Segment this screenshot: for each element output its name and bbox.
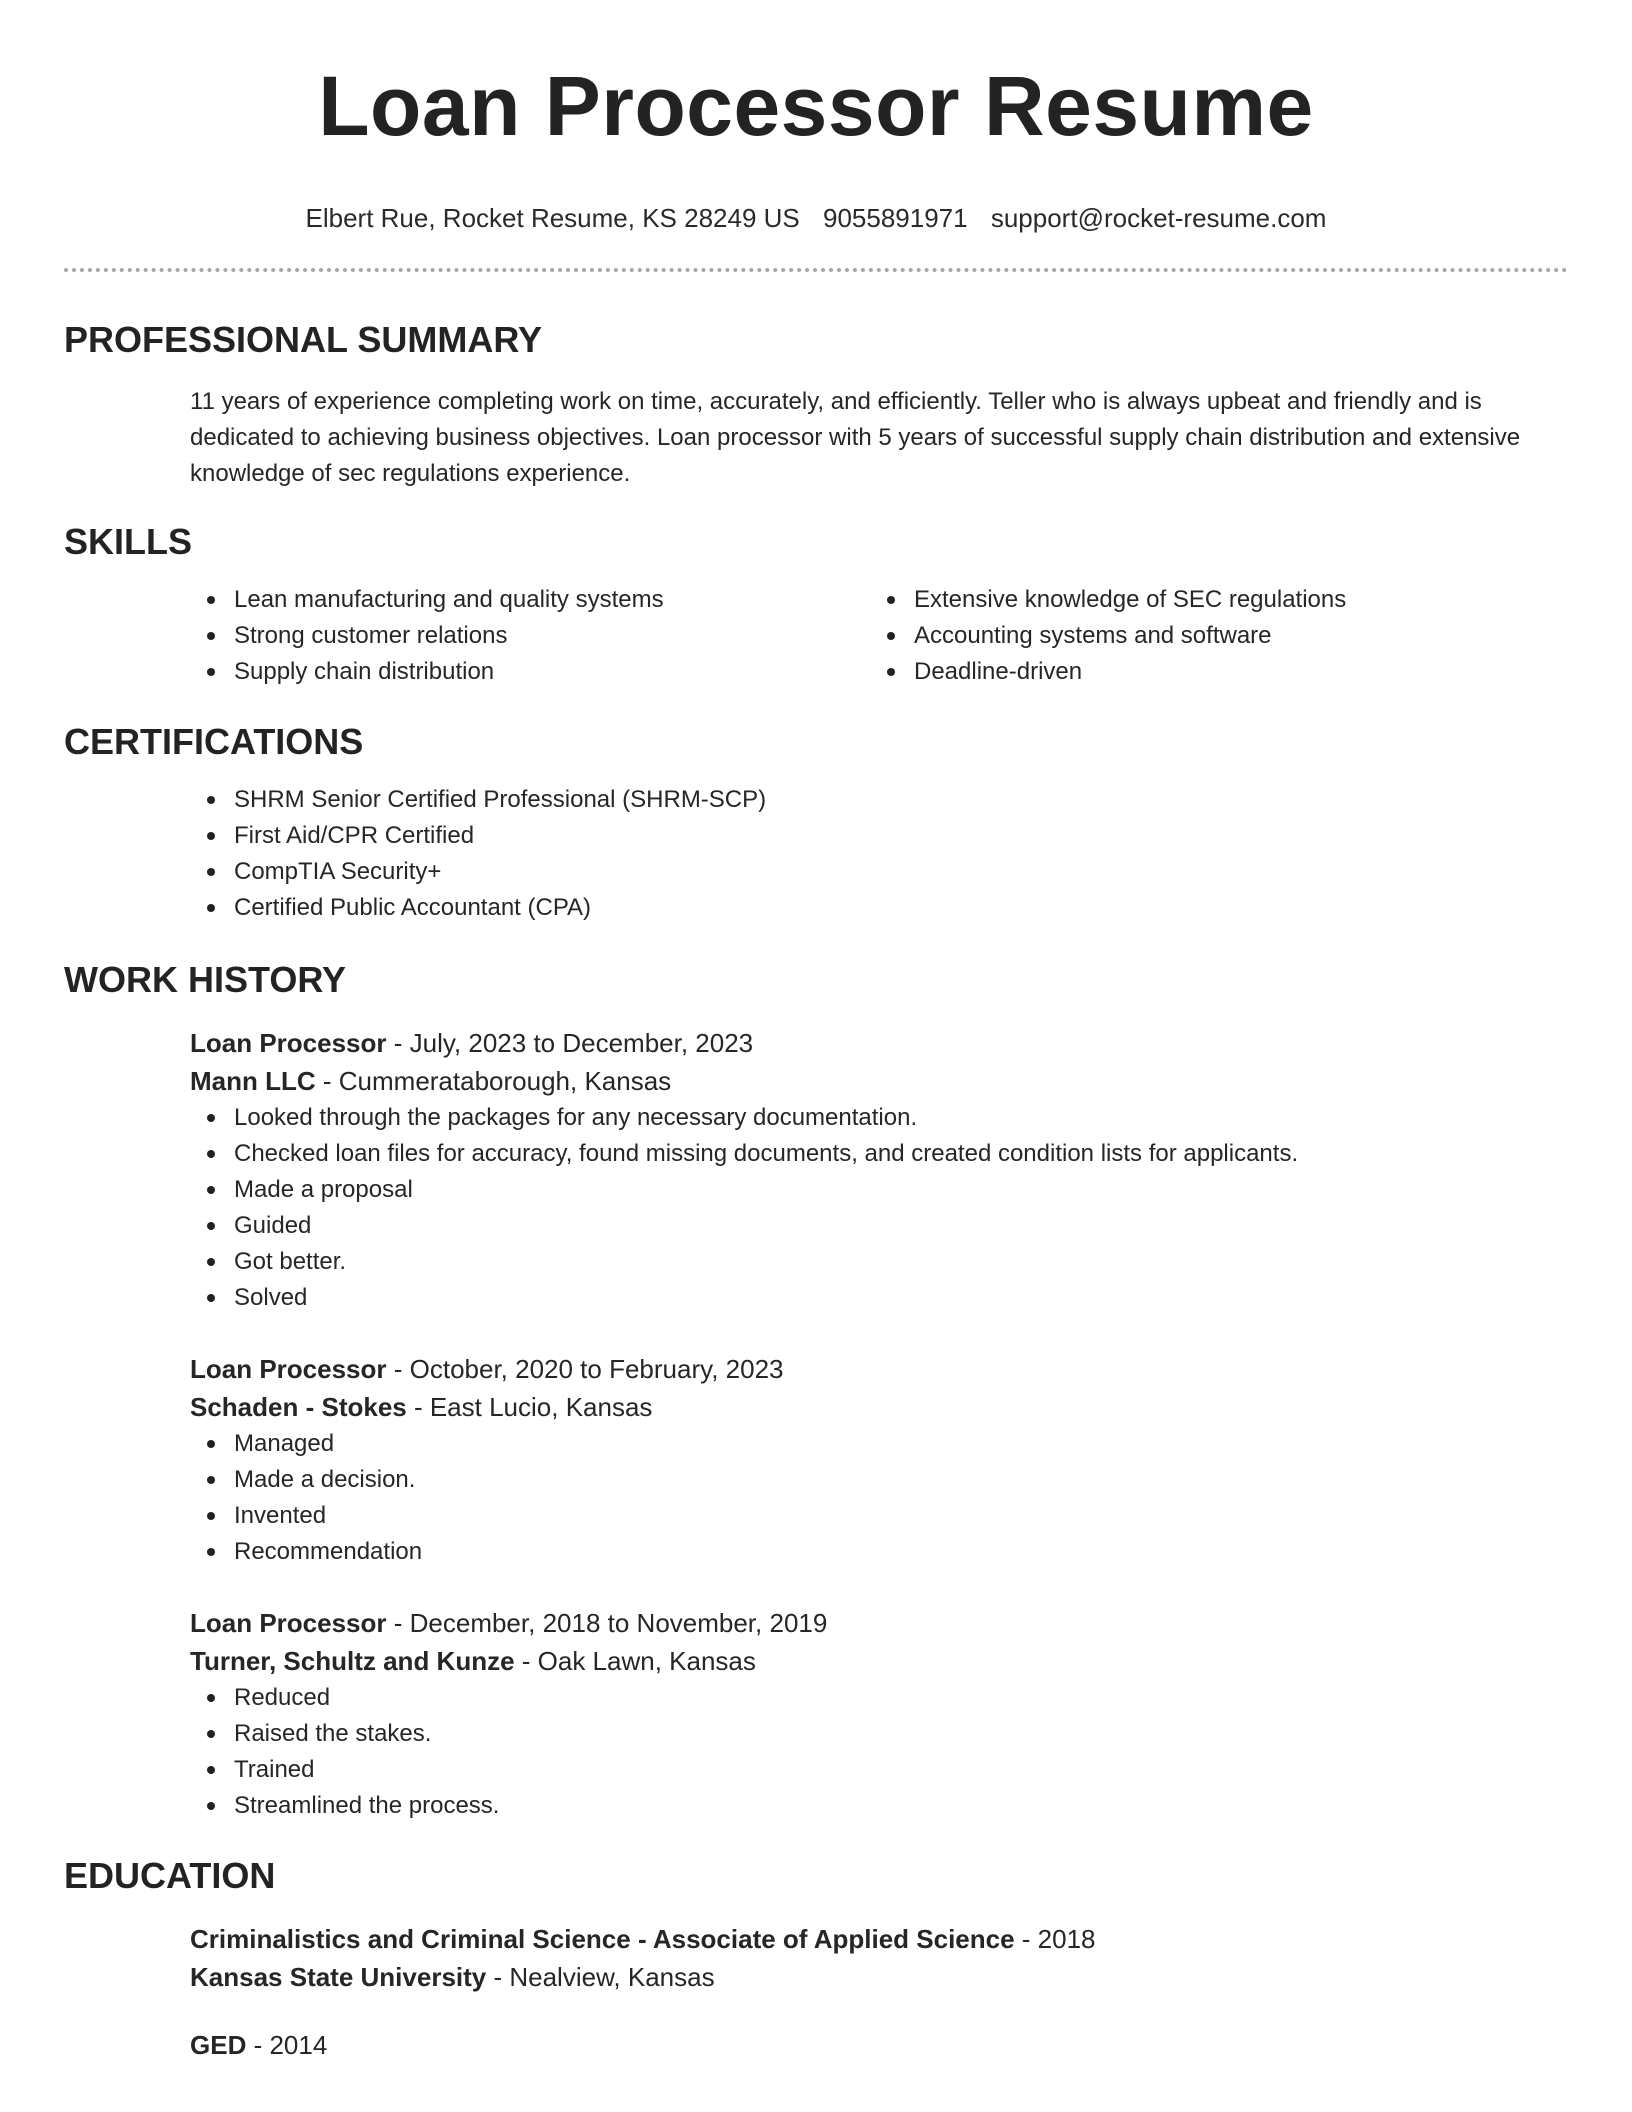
job-bullet: Raised the stakes. (190, 1716, 1568, 1752)
certification-item: First Aid/CPR Certified (190, 818, 1568, 854)
job-title: Loan Processor (190, 1028, 387, 1058)
job-company-line (190, 1062, 1568, 1100)
job-title-line (190, 1604, 1568, 1642)
job-dates: - July, 2023 to December, 2023 (386, 1028, 754, 1058)
job-bullets (190, 1426, 1568, 1570)
job-bullet: Recommendation (190, 1534, 1568, 1570)
job-bullet: Reduced (190, 1680, 1568, 1716)
job-bullet: Looked through the packages for any necessary documentation. (190, 1100, 1568, 1136)
contact-address: Elbert Rue, Rocket Resume, KS 28249 US (305, 203, 800, 233)
skill-item: Accounting systems and software (870, 618, 1550, 654)
skill-item: Deadline-driven (870, 654, 1550, 690)
certification-item: Certified Public Accountant (CPA) (190, 890, 1568, 926)
certifications-heading: CERTIFICATIONS (64, 721, 364, 762)
job-title: Loan Processor (190, 1354, 387, 1384)
education-degree: GED (190, 2030, 247, 2060)
certification-item: CompTIA Security+ (190, 854, 1568, 890)
skill-item: Supply chain distribution (190, 654, 870, 690)
job-bullet: Invented (190, 1498, 1568, 1534)
job-company: Turner, Schultz and Kunze (190, 1646, 515, 1676)
education-degree-line (190, 2026, 1568, 2064)
summary-text: 11 years of experience completing work on time, accurately, and efficiently. Teller who is always upbeat and friendly and is dedicated to achieving business objectives. Loan processor with 5 years of successful supply chain distribution and extensive knowledge of sec regulations experience. (190, 388, 1521, 487)
header-divider (64, 268, 1568, 272)
skill-item: Lean manufacturing and quality systems (190, 582, 870, 618)
page-title: Loan Processor Resume (318, 59, 1314, 153)
job-entry (190, 1604, 1568, 1824)
education-entry (190, 2026, 1568, 2064)
skill-item: Extensive knowledge of SEC regulations (870, 582, 1550, 618)
education-year: - 2018 (1014, 1924, 1096, 1954)
job-entry (190, 1024, 1568, 1316)
education-entry (190, 1920, 1568, 1996)
contact-line (64, 200, 1568, 236)
job-dates: - October, 2020 to February, 2023 (386, 1354, 784, 1384)
job-entry (190, 1350, 1568, 1570)
contact-phone: 9055891971 (823, 203, 968, 233)
job-bullet: Managed (190, 1426, 1568, 1462)
job-bullet: Made a decision. (190, 1462, 1568, 1498)
job-dates: - December, 2018 to November, 2019 (386, 1608, 828, 1638)
skills-heading: SKILLS (64, 521, 193, 562)
job-bullet: Trained (190, 1752, 1568, 1788)
job-bullets (190, 1680, 1568, 1824)
job-title: Loan Processor (190, 1608, 387, 1638)
education-degree-line (190, 1920, 1568, 1958)
resume-page (64, 0, 1568, 2064)
education-heading: EDUCATION (64, 1855, 276, 1896)
contact-email: support@rocket-resume.com (990, 203, 1327, 233)
job-bullets (190, 1100, 1568, 1316)
certification-item: SHRM Senior Certified Professional (SHRM-SCP) (190, 782, 1568, 818)
job-title-line (190, 1350, 1568, 1388)
education-location: - Nealview, Kansas (486, 1962, 715, 1992)
skills-list-right (870, 582, 1550, 690)
job-company-line (190, 1642, 1568, 1680)
job-bullet: Made a proposal (190, 1172, 1568, 1208)
job-company: Schaden - Stokes (190, 1392, 407, 1422)
summary-heading: PROFESSIONAL SUMMARY (64, 319, 543, 360)
education-degree: Criminalistics and Criminal Science - Associate of Applied Science (190, 1924, 1015, 1954)
job-bullet: Checked loan files for accuracy, found missing documents, and created condition lists for applicants. (190, 1136, 1568, 1172)
job-company-line (190, 1388, 1568, 1426)
job-bullet: Guided (190, 1208, 1568, 1244)
education-school: Kansas State University (190, 1962, 487, 1992)
skill-item: Strong customer relations (190, 618, 870, 654)
skills-list-left (190, 582, 870, 690)
job-location: - Oak Lawn, Kansas (514, 1646, 756, 1676)
education-school-line (190, 1958, 1568, 1996)
job-location: - Cummerataborough, Kansas (315, 1066, 672, 1096)
job-location: - East Lucio, Kansas (406, 1392, 653, 1422)
job-company: Mann LLC (190, 1066, 316, 1096)
job-bullet: Streamlined the process. (190, 1788, 1568, 1824)
skills-grid (190, 582, 1568, 690)
education-year: - 2014 (246, 2030, 328, 2060)
job-bullet: Solved (190, 1280, 1568, 1316)
work-history-heading: WORK HISTORY (64, 959, 347, 1000)
job-title-line (190, 1024, 1568, 1062)
certifications-list (190, 782, 1568, 926)
job-bullet: Got better. (190, 1244, 1568, 1280)
